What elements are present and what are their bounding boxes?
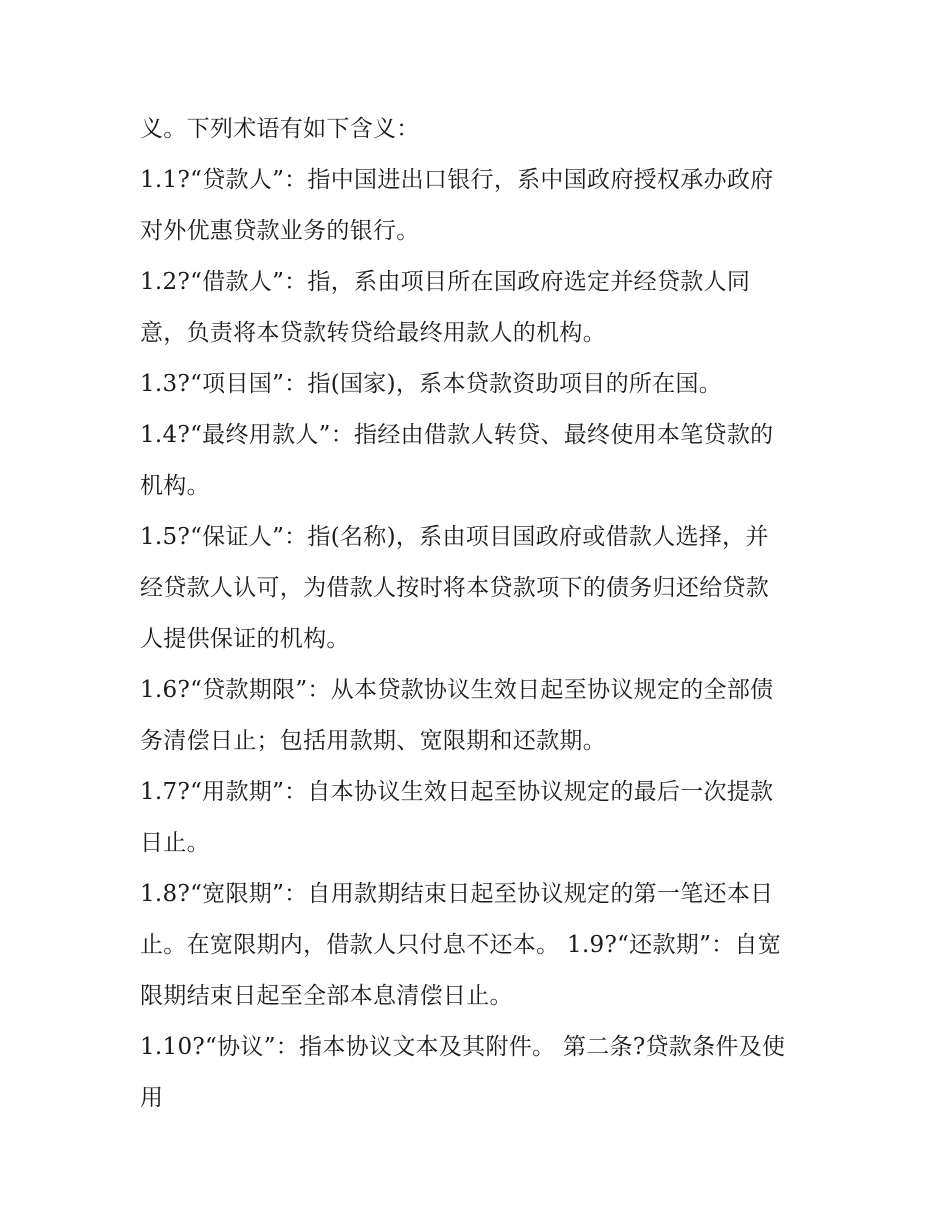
text-line: 1.3?“项目国”：指(国家)，系本贷款资助项目的所在国。 [140, 371, 723, 397]
text-line: 1.10?“协议”：指本协议文本及其附件。 第二条?贷款条件及使 [140, 1034, 786, 1060]
text-line: 义。下列术语有如下含义： [140, 116, 420, 142]
text-line: 机构。 [140, 473, 210, 499]
text-line: 1.7?“用款期”：自本协议生效日起至协议规定的最后一次提款 [140, 779, 774, 805]
text-line: 1.1?“贷款人”：指中国进出口银行，系中国政府授权承办政府 [140, 167, 774, 193]
text-line: 人提供保证的机构。 [140, 626, 350, 652]
text-line: 限期结束日起至全部本息清偿日止。 [140, 983, 513, 1009]
text-line: 对外优惠贷款业务的银行。 [140, 218, 420, 244]
text-line: 1.5?“保证人”：指(名称)，系由项目国政府或借款人选择，并 [140, 524, 769, 550]
text-line: 1.2?“借款人”：指，系由项目所在国政府选定并经贷款人同 [140, 269, 751, 295]
document-body [140, 104, 830, 1124]
text-line: 1.4?“最终用款人”：指经由借款人转贷、最终使用本笔贷款的 [140, 422, 774, 448]
text-line: 日止。 [140, 830, 210, 856]
text-line: 1.6?“贷款期限”：从本贷款协议生效日起至协议规定的全部债 [140, 677, 774, 703]
text-line: 经贷款人认可，为借款人按时将本贷款项下的债务归还给贷款 [140, 575, 770, 601]
text-line: 止。在宽限期内，借款人只付息不还本。 1.9?“还款期”：自宽 [140, 932, 782, 958]
text-line: 意，负责将本贷款转贷给最终用款人的机构。 [140, 320, 606, 346]
text-line: 用 [140, 1085, 164, 1111]
text-line: 务清偿日止；包括用款期、宽限期和还款期。 [140, 728, 606, 754]
text-line: 1.8?“宽限期”：自用款期结束日起至协议规定的第一笔还本日 [140, 881, 774, 907]
